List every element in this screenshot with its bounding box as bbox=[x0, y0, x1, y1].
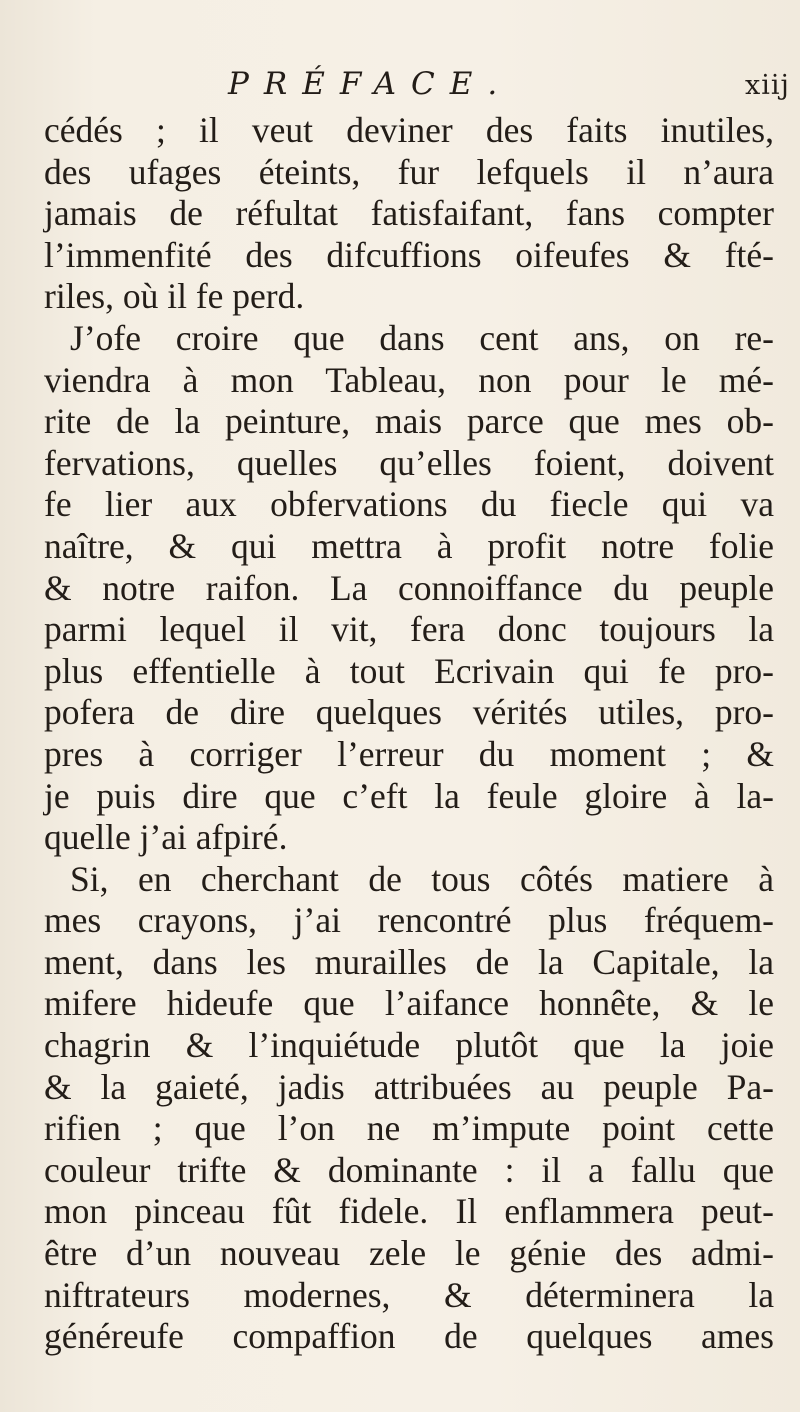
text-line: & la gaieté, jadis attribuées au peuple Pa- bbox=[44, 1066, 774, 1107]
text-line: rifien ; que l’on ne m’impute point cette bbox=[44, 1108, 774, 1149]
text-line: des ufages éteints, fur lefquels il n’aura bbox=[44, 151, 774, 192]
text-line: viendra à mon Tableau, non pour le mé- bbox=[44, 359, 774, 400]
text-line: J’ofe croire que dans cent ans, on re- bbox=[70, 317, 774, 358]
text-line: l’immenfité des difcuffions oifeufes & fté- bbox=[44, 234, 774, 275]
text-line: pres à corriger l’erreur du moment ; & bbox=[44, 733, 774, 774]
page-header bbox=[0, 66, 800, 110]
text-line: couleur trifte & dominante : il a fallu que bbox=[44, 1149, 774, 1190]
text-line: je puis dire que c’eft la feule gloire à la- bbox=[44, 775, 774, 816]
body-text bbox=[44, 110, 774, 1358]
text-line: fe lier aux obfervations du fiecle qui va bbox=[44, 484, 774, 525]
text-line: ment, dans les murailles de la Capitale, la bbox=[44, 941, 774, 982]
text-line: rite de la peinture, mais parce que mes ob- bbox=[44, 401, 774, 442]
text-line: parmi lequel il vit, fera donc toujours la bbox=[44, 609, 774, 650]
text-line: jamais de réfultat fatisfaifant, fans compter bbox=[44, 193, 774, 234]
text-line: cédés ; il veut deviner des faits inutiles, bbox=[44, 110, 774, 150]
text-line: mifere hideufe que l’aifance honnête, & le bbox=[44, 983, 774, 1024]
running-title: PRÉFACE. bbox=[228, 66, 513, 102]
text-line: généreufe compaffion de quelques ames bbox=[44, 1316, 774, 1357]
text-line: mes crayons, j’ai rencontré plus fréquem- bbox=[44, 900, 774, 941]
text-line: chagrin & l’inquiétude plutôt que la joie bbox=[44, 1025, 774, 1066]
text-line: & notre raifon. La connoiffance du peuple bbox=[44, 567, 774, 608]
text-line: niftrateurs modernes, & déterminera la bbox=[44, 1274, 774, 1315]
text-line: mon pinceau fût fidele. Il enflammera peut- bbox=[44, 1191, 774, 1232]
text-line: quelle j’ai afpiré. bbox=[44, 817, 288, 858]
text-line: riles, où il fe perd. bbox=[44, 276, 305, 317]
text-line: fervations, quelles qu’elles foient, doivent bbox=[44, 442, 774, 483]
text-line: naître, & qui mettra à profit notre folie bbox=[44, 525, 774, 566]
page-number: xiij bbox=[745, 70, 790, 101]
text-line: Si, en cherchant de tous côtés matiere à bbox=[70, 858, 774, 899]
text-line: plus effentielle à tout Ecrivain qui fe pro- bbox=[44, 650, 774, 691]
text-line: pofera de dire quelques vérités utiles, pro- bbox=[44, 692, 774, 733]
text-line: être d’un nouveau zele le génie des admi- bbox=[44, 1233, 774, 1274]
